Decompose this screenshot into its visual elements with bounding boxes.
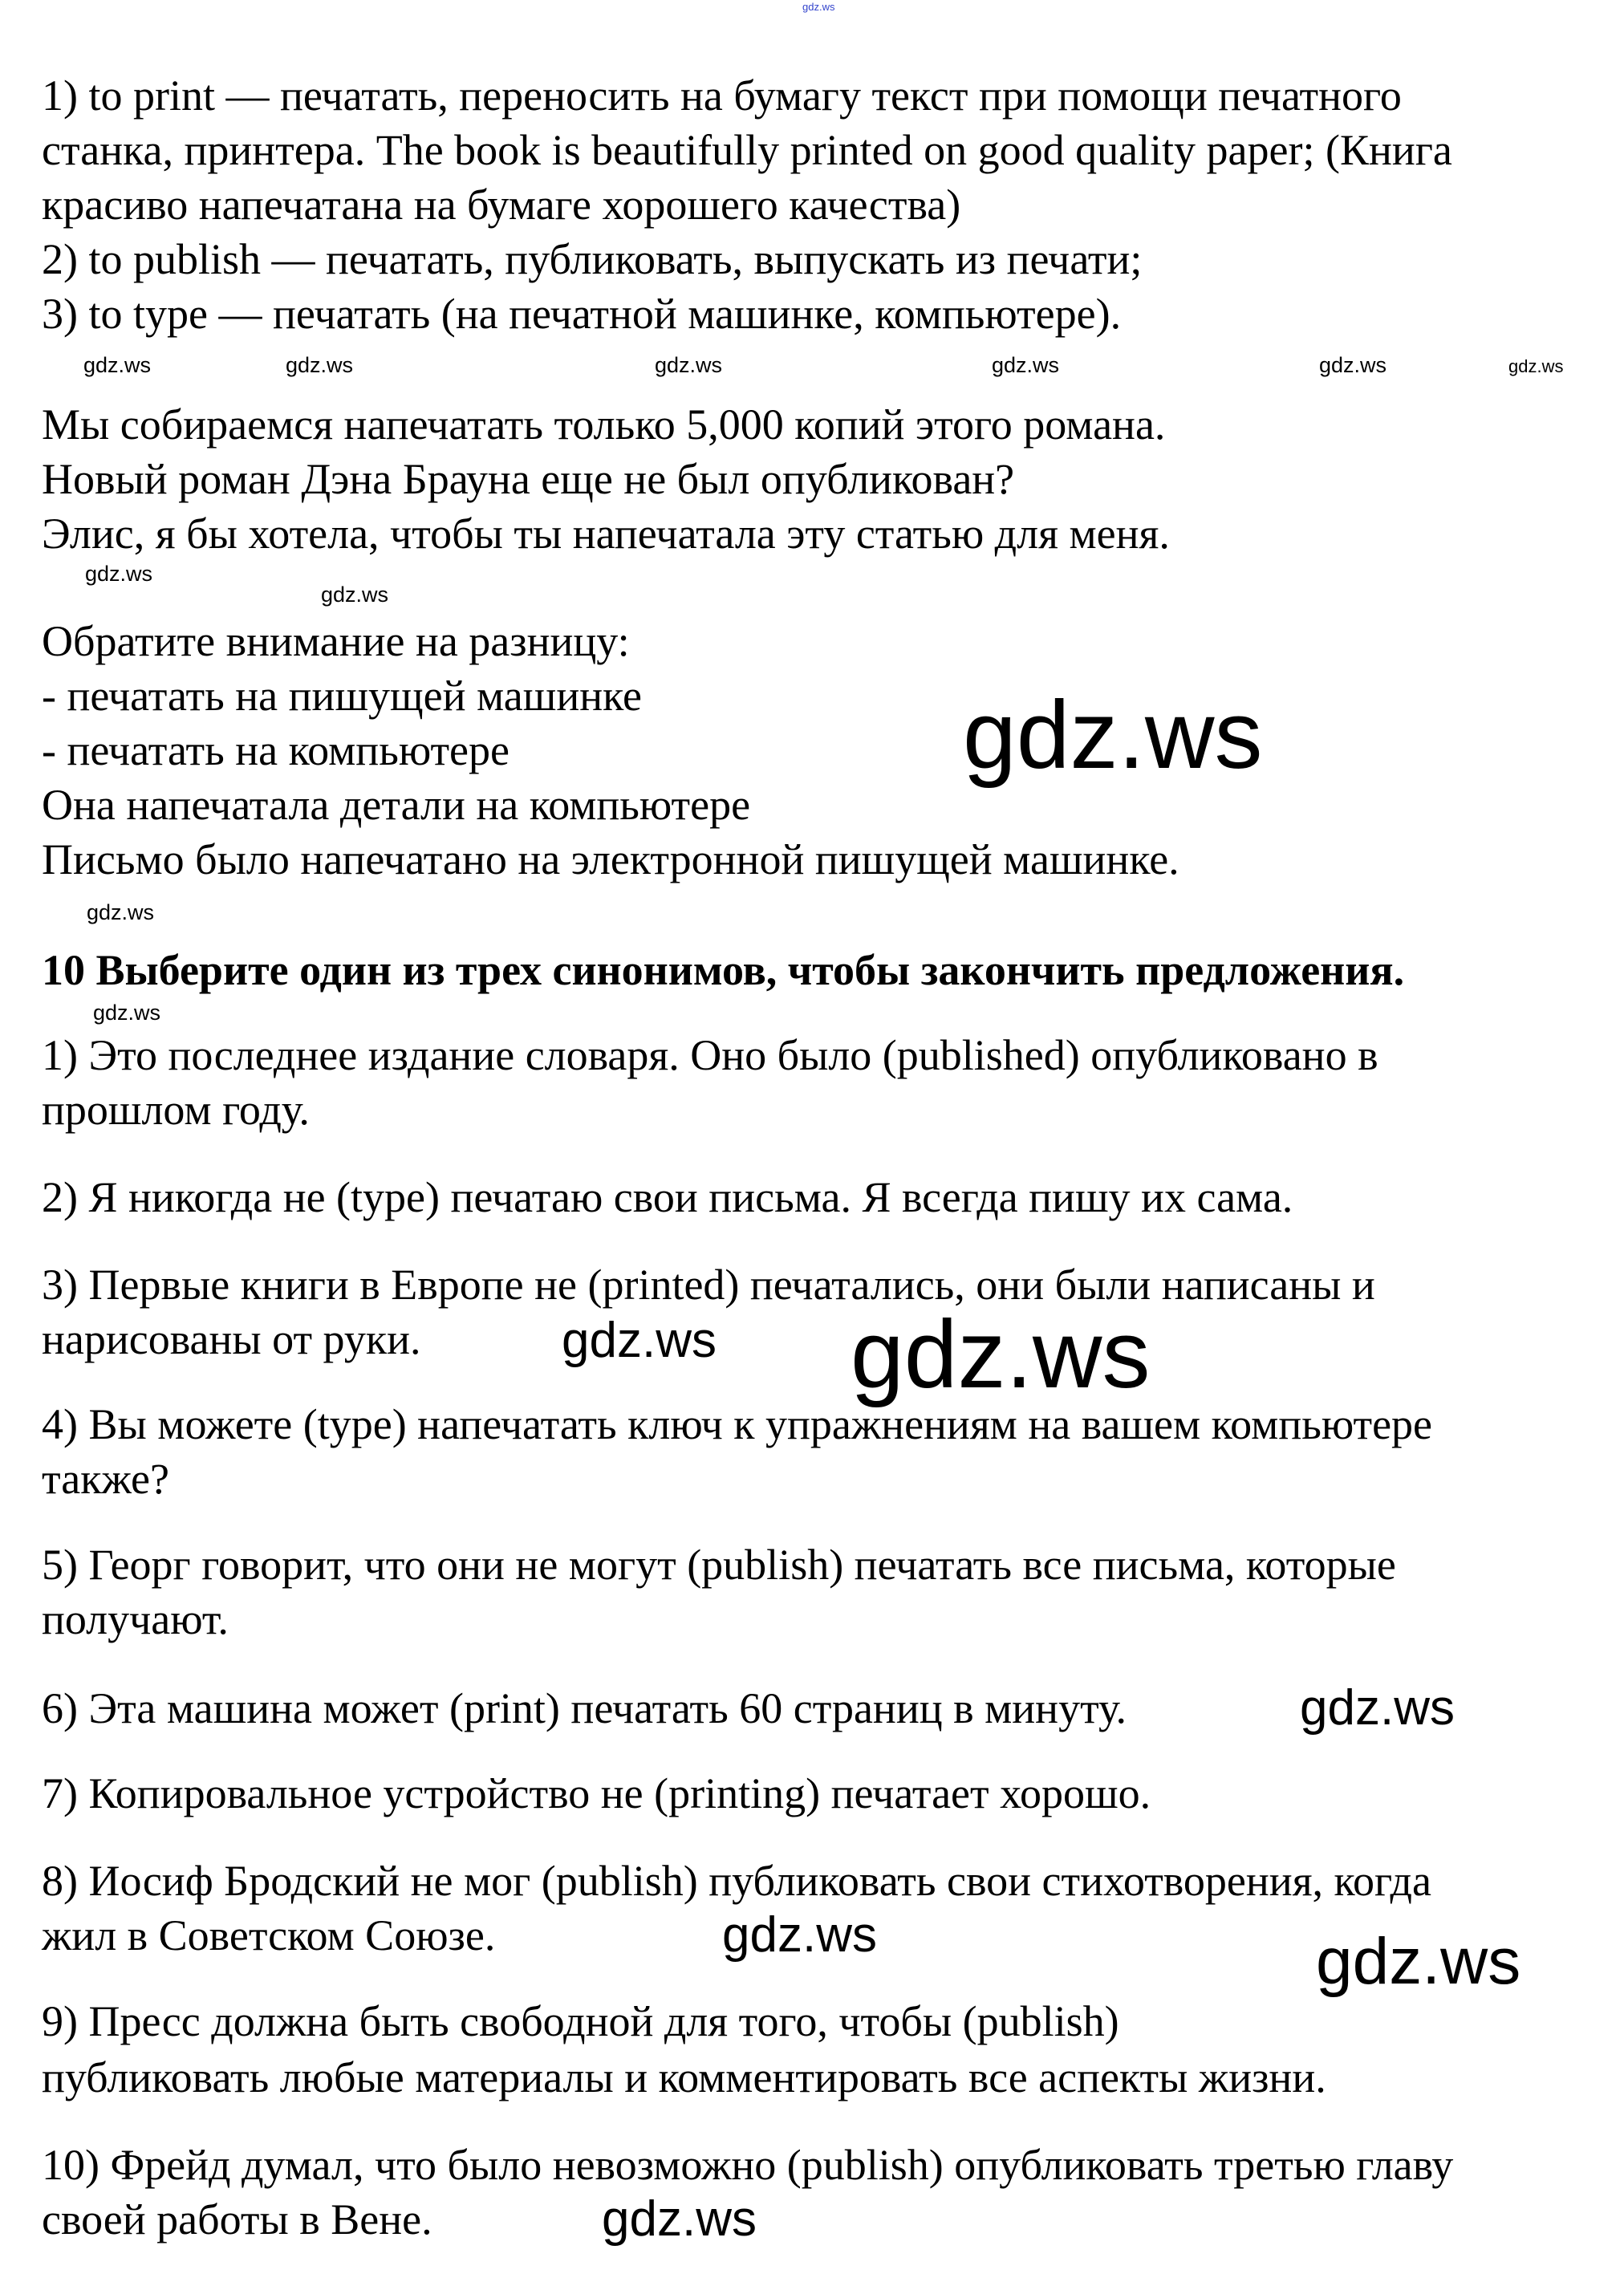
example-line: Мы собираемся напечатать только 5,000 копий этого романа. [42,400,1166,449]
definition-line: 2) to publish — печатать, публиковать, выпускать из печати; [42,235,1143,283]
watermark: gdz.ws [85,562,153,586]
answer-line: публиковать любые материалы и комментировать все аспекты жизни. [42,2053,1326,2101]
answer-line: 8) Иосиф Бродский не мог (publish) публиковать свои стихотворения, когда [42,1857,1431,1905]
answer-line: 6) Эта машина может (print) печатать 60 страниц в минуту. [42,1684,1127,1732]
watermark: gdz.ws [83,353,152,377]
definition-line: станка, принтера. The book is beautifully printed on good quality paper; (Книга [42,126,1452,174]
example-line: Элис, я бы хотела, чтобы ты напечатала эту статью для меня. [42,510,1170,558]
watermark: gdz.ws [1316,1925,1521,1998]
watermark: gdz.ws [286,353,354,377]
definition-line: 3) to type — печатать (на печатной машинке, компьютере). [42,290,1122,338]
watermark: gdz.ws [321,583,389,607]
watermark: gdz.ws [655,353,723,377]
watermark: gdz.ws [963,681,1263,789]
answer-line: своей работы в Вене. [42,2195,432,2243]
answer-line: 3) Первые книги в Европе не (printed) печатались, они были написаны и [42,1261,1375,1309]
answer-line: 4) Вы можете (type) напечатать ключ к упражнениям на вашем компьютере [42,1400,1433,1448]
watermark: gdz.ws [602,2191,757,2247]
answer-line: также? [42,1455,169,1503]
answer-line: прошлом году. [42,1086,310,1134]
answer-line: 10) Фрейд думал, что было невозможно (publish) опубликовать третью главу [42,2141,1454,2189]
answer-line: нарисованы от руки. [42,1315,421,1363]
watermark: gdz.ws [1300,1680,1455,1736]
answer-line: жил в Советском Союзе. [42,1911,496,1959]
answer-line: 9) Пресс должна быть свободной для того, чтобы (publish) [42,1997,1119,2045]
watermark: gdz.ws [722,1907,877,1963]
example-line: Новый роман Дэна Брауна еще не был опубликован? [42,455,1015,503]
answer-line: 5) Георг говорит, что они не могут (publish) печатать все письма, которые [42,1541,1396,1589]
watermark: gdz.ws [562,1313,717,1368]
answer-line: 1) Это последнее издание словаря. Оно было (published) опубликовано в [42,1031,1378,1079]
watermark: gdz.ws [851,1301,1151,1408]
note-line: - печатать на компьютере [42,726,510,774]
note-line: Письмо было напечатано на электронной пишущей машинке. [42,835,1179,883]
note-line: - печатать на пишущей машинке [42,672,642,720]
watermark: gdz.ws [87,900,155,924]
note-line: Обратите внимание на разницу: [42,617,630,665]
exercise-title: 10 Выберите один из трех синонимов, чтобы закончить предложения. [42,946,1405,994]
definition-line: красиво напечатана на бумаге хорошего качества) [42,181,961,229]
watermark: gdz.ws [1508,356,1564,376]
answer-line: 7) Копировальное устройство не (printing) печатает хорошо. [42,1769,1151,1817]
definition-line: 1) to print — печатать, переносить на бумагу текст при помощи печатного [42,71,1402,120]
answer-line: получают. [42,1595,229,1643]
watermark: gdz.ws [1319,353,1387,377]
answer-line: 2) Я никогда не (type) печатаю свои письма. Я всегда пишу их сама. [42,1173,1293,1221]
watermark: gdz.ws [802,1,835,13]
watermark: gdz.ws [93,1001,161,1025]
watermark: gdz.ws [992,353,1060,377]
note-line: Она напечатала детали на компьютере [42,781,751,829]
